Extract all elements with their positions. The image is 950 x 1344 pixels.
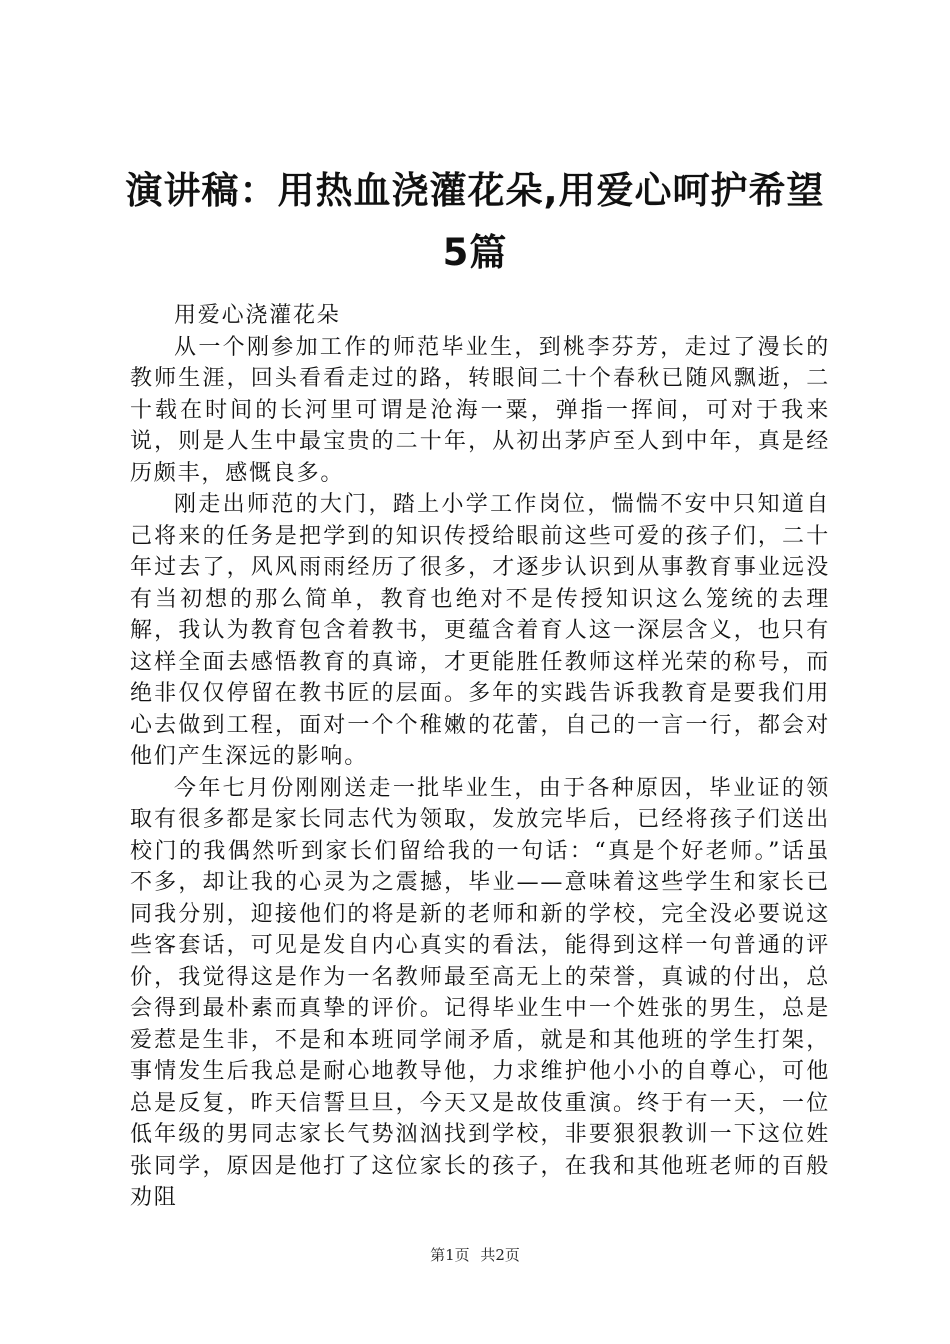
paragraph-2: 刚走出师范的大门，踏上小学工作岗位，惴惴不安中只知道自己将来的任务是把学到的知识传授给眼前这些可爱的孩子们，二十年过去了，风风雨雨经历了很多，才逐步认识到从事教育事业远没有当初想的那么简单，教育也绝对不是传授知识这么笼统的去理解，我认为教育包含着教书，更蕴含着育人这一深层含义，也只有这样全面去感悟教育的真谛，才更能胜任教师这样光荣的称号，而绝非仅仅停留在教书匠的层面。多年的实践告诉我教育是要我们用心去做到工程，面对一个个稚嫩的花蕾，自己的一言一行，都会对他们产生深远的影响。	[130, 492, 830, 769]
page-number: 第1页	[430, 1246, 470, 1264]
document-title: 演讲稿：用热血浇灌花朵,用爱心呵护希望5篇	[125, 169, 825, 274]
page-total: 共2页	[480, 1246, 520, 1264]
document-body	[130, 300, 830, 1214]
paragraph-1: 从一个刚参加工作的师范毕业生，到桃李芬芳，走过了漫长的教师生涯，回头看看走过的路，转眼间二十个春秋已随风飘逝，二十载在时间的长河里可谓是沧海一粟，弹指一挥间，可对于我来说，则是人生中最宝贵的二十年，从初出茅庐至人到中年，真是经历颇丰，感慨良多。	[130, 334, 830, 486]
paragraph-3: 今年七月份刚刚送走一批毕业生，由于各种原因，毕业证的领取有很多都是家长同志代为领取，发放完毕后，已经将孩子们送出校门的我偶然听到家长们留给我的一句话：“真是个好老师。”话虽不多，却让我的心灵为之震撼，毕业——意味着这些学生和家长已同我分别，迎接他们的将是新的老师和新的学校，完全没必要说这些客套话，可见是发自内心真实的看法，能得到这样一句普通的评价，我觉得这是作为一名教师最至高无上的荣誉，真诚的付出，总会得到最朴素而真挚的评价。记得毕业生中一个姓张的男生，总是爱惹是生非，不是和本班同学闹矛盾，就是和其他班的学生打架，事情发生后我总是耐心地教导他，力求维护他小小的自尊心，可他总是反复，昨天信誓旦旦，今天又是故伎重演。终于有一天，一位低年级的男同志家长气势汹汹找到学校，非要狠狠教训一下这位姓张同学，原因是他打了这位家长的孩子，在我和其他班老师的百般劝阻	[130, 775, 830, 1210]
page-footer	[0, 1245, 950, 1265]
section-subheading: 用爱心浇灌花朵	[174, 303, 341, 328]
